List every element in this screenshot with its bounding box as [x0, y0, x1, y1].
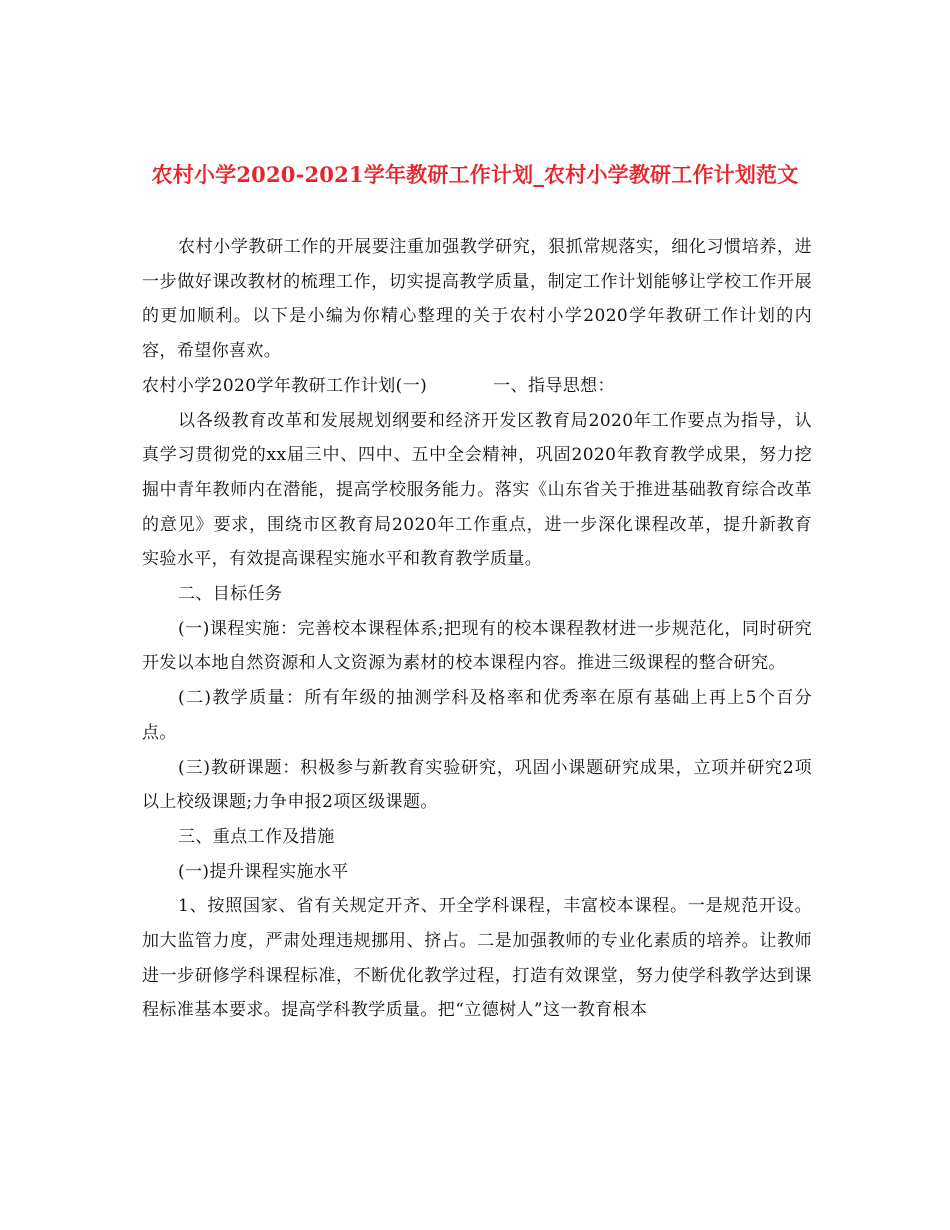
section3-heading: 三、重点工作及措施 [178, 826, 335, 847]
section1-heading: 一、指导思想： [493, 375, 615, 396]
measure-1-heading: (一)提升课程实施水平 [178, 861, 349, 882]
section2-heading: 二、目标任务 [178, 584, 283, 605]
measure-1-paragraph: 1、按照国家、省有关规定开齐、开全学科课程，丰富校本课程。一是规范开设。加大监管力度，严肃处理违规挪用、挤占。二是加强教师的专业化素质的培养。让教师进一步研修学科课程标准，不断优化教学过程，打造有效课堂，努力使学科教学达到课程标准基本要求。提高学科教学质量。把“立德树人”这一教育根本 [142, 896, 812, 1021]
goal-3-paragraph: (三)教研课题：积极参与新教育实验研究，巩固小课题研究成果，立项并研究2项以上校级课题;力争申报2项区级课题。 [142, 757, 812, 813]
goal-1-paragraph: (一)课程实施：完善校本课程体系;把现有的校本课程教材进一步规范化，同时研究开发以本地自然资源和人文资源为素材的校本课程内容。推进三级课程的整合研究。 [142, 618, 812, 674]
intro-paragraph: 农村小学教研工作的开展要注重加强教学研究，狠抓常规落实，细化习惯培养，进一步做好课改教材的梳理工作，切实提高教学质量，制定工作计划能够让学校工作开展的更加顺利。以下是小编为你精心整理的关于农村小学2020学年教研工作计划的内容，希望你喜欢。 [142, 237, 812, 362]
section1-paragraph: 以各级教育改革和发展规划纲要和经济开发区教育局2020年工作要点为指导，认真学习贯彻党的xx届三中、四中、五中全会精神，巩固2020年教育教学成果，努力挖掘中青年教师内在潜能，提高学校服务能力。落实《山东省关于推进基础教育综合改革的意见》要求，围绕市区教育局2020年工作重点，进一步深化课程改革，提升新教育实验水平，有效提高课程实施水平和教育教学质量。 [142, 410, 812, 570]
document-body [142, 230, 812, 1028]
plan-heading-line [142, 369, 812, 404]
document-title: 农村小学2020-2021学年教研工作计划_农村小学教研工作计划范文 [151, 162, 799, 188]
plan-heading: 农村小学2020学年教研工作计划(一) [142, 375, 428, 396]
goal-2-paragraph: (二)教学质量：所有年级的抽测学科及格率和优秀率在原有基础上再上5个百分点。 [142, 688, 812, 743]
